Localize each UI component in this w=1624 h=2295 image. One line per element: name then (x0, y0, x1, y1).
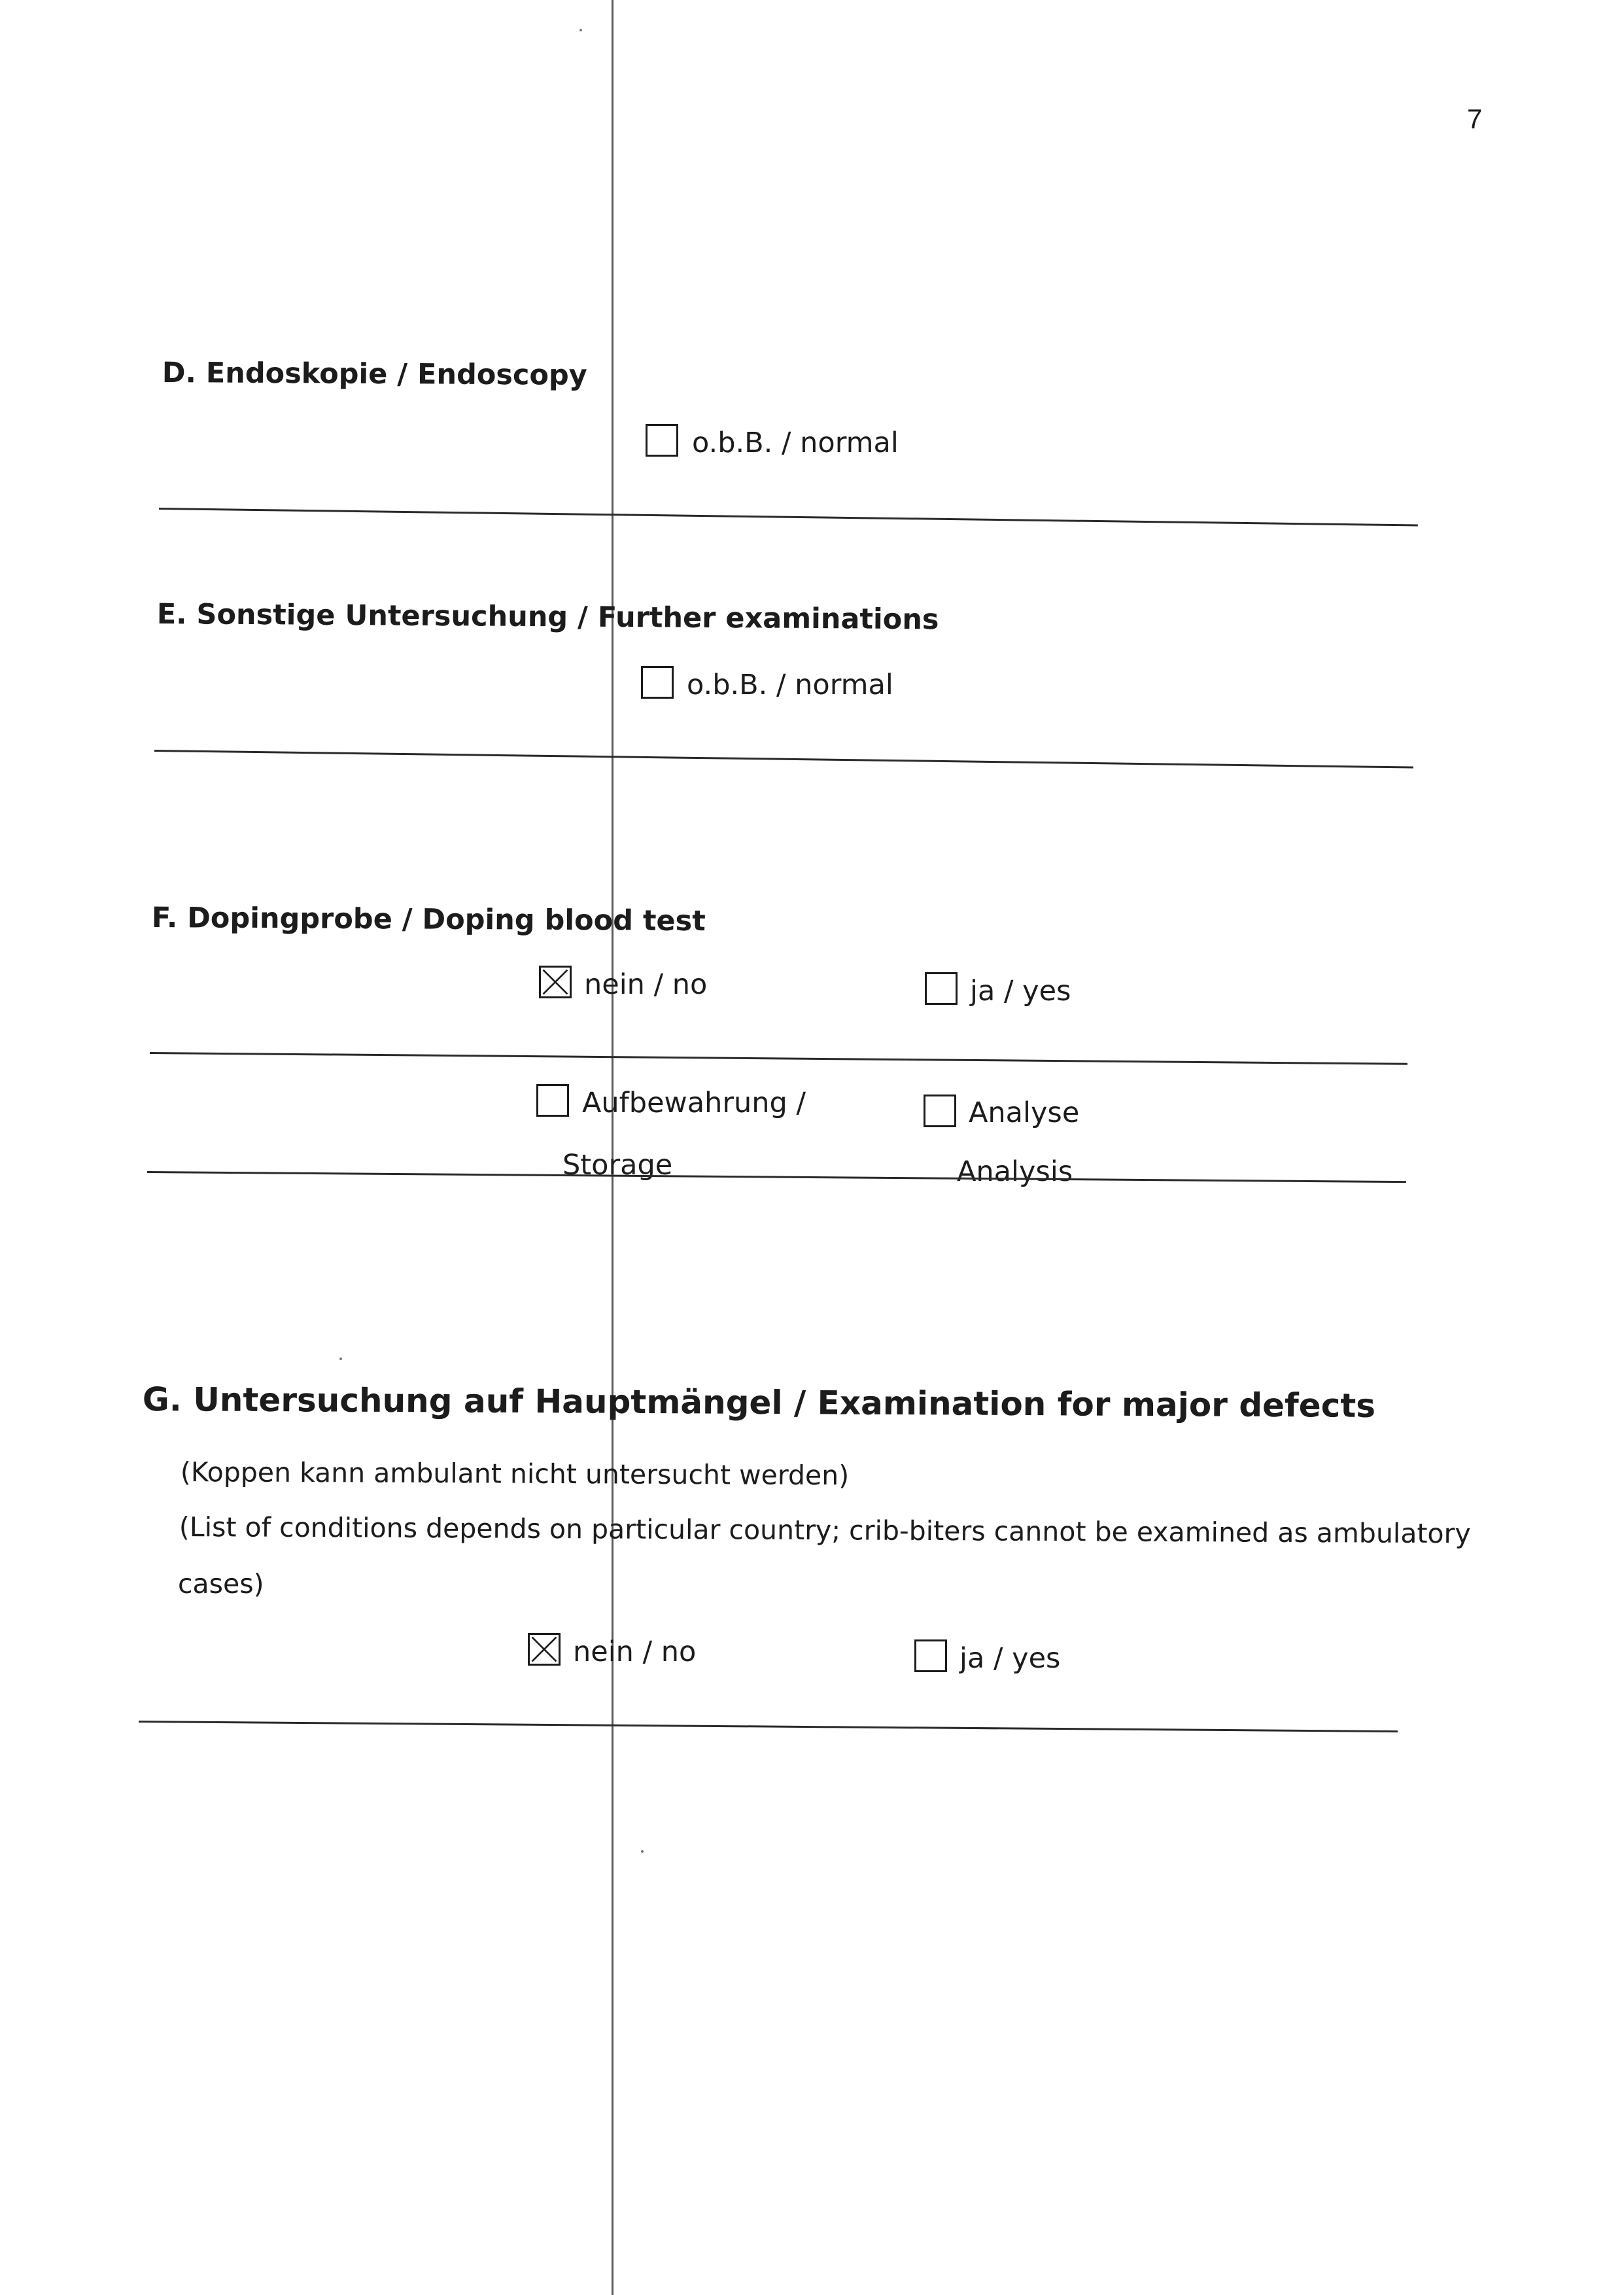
section-g-note-en: (List of conditions depends on particular country; crib-biters cannot be examined as ambulatory (179, 1511, 1471, 1550)
scan-fold-line (612, 0, 613, 2295)
section-f-storage-label-line2: Storage (562, 1149, 673, 1182)
scan-speck (641, 1850, 644, 1853)
section-d-normal-label: o.b.B. / normal (692, 427, 899, 459)
section-g-yes-checkbox[interactable] (914, 1639, 947, 1672)
section-f-storage-checkbox[interactable] (536, 1084, 569, 1117)
section-f-no-checkbox[interactable] (539, 966, 572, 998)
section-f-yes-checkbox[interactable] (925, 972, 958, 1005)
section-f-yes-label: ja / yes (970, 975, 1071, 1007)
section-f-storage-label: Aufbewahrung / (582, 1087, 806, 1119)
section-e-normal-checkbox[interactable] (641, 666, 674, 699)
section-d-title: D. Endoskopie / Endoscopy (162, 357, 587, 392)
check-mark-icon (541, 968, 570, 996)
section-f-no-label: nein / no (584, 968, 708, 1001)
section-f-divider (150, 1052, 1408, 1065)
section-f-storage-divider (147, 1171, 1406, 1183)
section-f-analysis-label-line2: Analysis (957, 1155, 1073, 1188)
section-g-note-en-cont: cases) (178, 1568, 264, 1600)
section-d-divider (159, 508, 1418, 527)
section-e-divider (154, 750, 1413, 769)
scan-speck (579, 29, 582, 31)
section-f-title: F. Dopingprobe / Doping blood test (151, 902, 706, 938)
check-mark-icon (530, 1635, 559, 1664)
page-number: 7 (1467, 103, 1483, 134)
section-g-note-de: (Koppen kann ambulant nicht untersucht werden) (180, 1456, 850, 1492)
section-f-analysis-checkbox[interactable] (924, 1095, 956, 1127)
section-e-title: E. Sonstige Untersuchung / Further examinations (156, 598, 939, 637)
section-g-no-checkbox[interactable] (528, 1633, 561, 1666)
section-f-analysis-label: Analyse (969, 1096, 1080, 1129)
section-g-title: G. Untersuchung auf Hauptmängel / Examination for major defects (142, 1380, 1376, 1425)
scan-speck (339, 1358, 342, 1360)
section-d-normal-checkbox[interactable] (646, 424, 678, 457)
section-g-yes-label: ja / yes (959, 1642, 1061, 1675)
section-e-normal-label: o.b.B. / normal (687, 669, 893, 701)
section-g-divider (139, 1721, 1398, 1732)
section-g-no-label: nein / no (573, 1636, 697, 1668)
